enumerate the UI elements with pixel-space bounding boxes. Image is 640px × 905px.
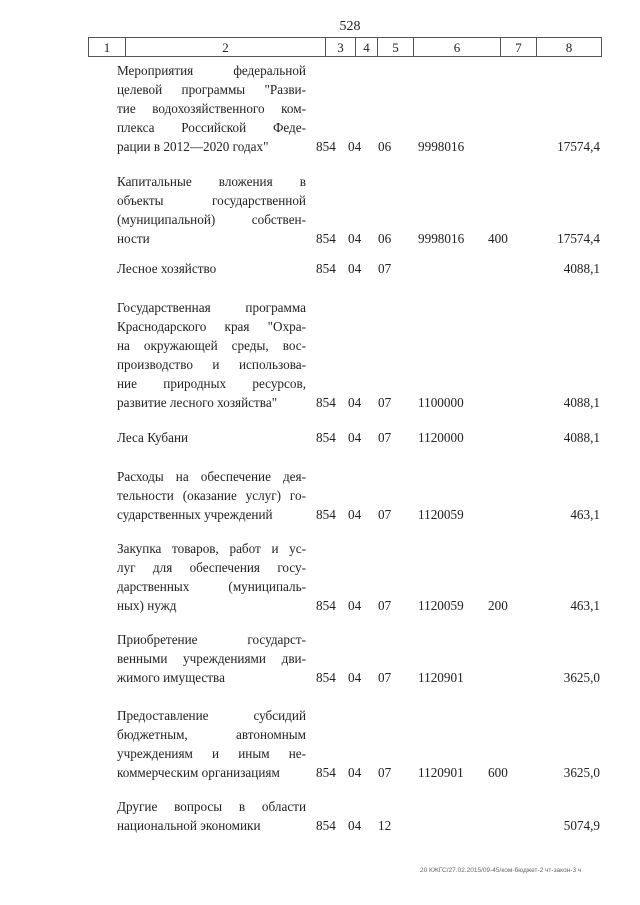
cell-c3: 854	[316, 598, 336, 613]
cell-c4: 04	[348, 395, 362, 410]
cell-c4: 04	[348, 507, 362, 522]
description-line: производство и использова-	[117, 357, 306, 372]
description-line: Расходы на обеспечение дея-	[117, 469, 306, 484]
header-col-3: 3	[325, 37, 355, 57]
cell-c3: 854	[316, 430, 336, 445]
header-col-4: 4	[355, 37, 377, 57]
cell-c5: 07	[378, 395, 392, 410]
row-description	[117, 428, 306, 447]
page-number: 528	[339, 19, 361, 34]
cell-c5: 07	[378, 430, 392, 445]
cell-c8: 4088,1	[563, 261, 600, 276]
table-row	[0, 467, 640, 524]
cell-c4: 04	[348, 139, 362, 154]
cell-c3: 854	[316, 765, 336, 780]
cell-c5: 07	[378, 598, 392, 613]
cell-c3: 854	[316, 818, 336, 833]
description-line: ние природных ресурсов,	[117, 376, 306, 391]
description-line: Мероприятия федеральной	[117, 63, 306, 78]
cell-c3: 854	[316, 139, 336, 154]
description-line: венными учреждениями дви-	[117, 651, 306, 666]
cell-c8: 3625,0	[563, 670, 600, 685]
cell-c6: 1120059	[418, 598, 464, 613]
table-row	[0, 259, 640, 278]
cell-c8: 463,1	[570, 507, 600, 522]
table-row	[0, 706, 640, 782]
row-description	[117, 467, 306, 524]
description-line: тие водохозяйственного ком-	[117, 101, 306, 116]
cell-c5: 07	[378, 670, 392, 685]
cell-c7: 600	[488, 765, 508, 780]
cell-c7: 200	[488, 598, 508, 613]
row-description	[117, 61, 306, 156]
row-description	[117, 630, 306, 687]
cell-c5: 06	[378, 231, 392, 246]
table-row	[0, 539, 640, 615]
cell-c3: 854	[316, 231, 336, 246]
cell-c8: 463,1	[570, 598, 600, 613]
description-line: тельности (оказание услуг) го-	[117, 488, 306, 503]
row-description	[117, 172, 306, 248]
cell-c6: 1120059	[418, 507, 464, 522]
cell-c4: 04	[348, 430, 362, 445]
cell-c5: 12	[378, 818, 392, 833]
description-line: учреждениям и иным не-	[117, 746, 306, 761]
description-line: Приобретение государст-	[117, 632, 306, 647]
cell-c8: 3625,0	[563, 765, 600, 780]
cell-c8: 4088,1	[563, 395, 600, 410]
description-line: жимого имущества	[117, 670, 225, 685]
cell-c3: 854	[316, 261, 336, 276]
table-header	[88, 37, 602, 59]
table-row	[0, 61, 640, 156]
cell-c6: 1120901	[418, 670, 464, 685]
description-line: ных) нужд	[117, 598, 177, 613]
description-line: на окружающей среды, вос-	[117, 338, 306, 353]
row-description	[117, 706, 306, 782]
table-row	[0, 428, 640, 447]
table-row	[0, 630, 640, 687]
description-line: развитие лесного хозяйства"	[117, 395, 278, 410]
cell-c3: 854	[316, 670, 336, 685]
row-description	[117, 298, 306, 412]
cell-c6: 9998016	[418, 231, 465, 246]
cell-c5: 06	[378, 139, 392, 154]
description-line: целевой программы "Разви-	[117, 82, 306, 97]
description-line: коммерческим организациям	[117, 765, 280, 780]
cell-c4: 04	[348, 670, 362, 685]
footer-file-reference: 20 КЖГС/27.02.2015/09-45/ком-бюджет-2 чт-закон-3 ч	[420, 867, 582, 874]
row-description	[117, 797, 306, 835]
description-line: бюджетным, автономным	[117, 727, 306, 742]
description-line: (муниципальной) собствен-	[117, 212, 306, 227]
description-line: сударственных учреждений	[117, 507, 273, 522]
cell-c7: 400	[488, 231, 508, 246]
cell-c5: 07	[378, 765, 392, 780]
cell-c6: 9998016	[418, 139, 465, 154]
cell-c6: 1100000	[418, 395, 464, 410]
description-line: Предоставление субсидий	[117, 708, 306, 723]
description-line: ности	[117, 231, 150, 246]
cell-c4: 04	[348, 261, 362, 276]
description-line: Леса Кубани	[117, 430, 189, 445]
description-line: национальной экономики	[117, 818, 261, 833]
description-line: Лесное хозяйство	[117, 261, 217, 276]
cell-c4: 04	[348, 598, 362, 613]
description-line: объекты государственной	[117, 193, 306, 208]
row-description	[117, 259, 306, 278]
cell-c3: 854	[316, 395, 336, 410]
cell-c4: 04	[348, 231, 362, 246]
header-col-6: 6	[413, 37, 500, 57]
description-line: Капитальные вложения в	[117, 174, 306, 189]
description-line: Закупка товаров, работ и ус-	[117, 541, 306, 556]
description-line: Краснодарского края "Охра-	[117, 319, 306, 334]
description-line: Государственная программа	[117, 300, 306, 315]
cell-c8: 4088,1	[563, 430, 600, 445]
table-row	[0, 298, 640, 412]
cell-c5: 07	[378, 261, 392, 276]
cell-c6: 1120901	[418, 765, 464, 780]
row-description	[117, 539, 306, 615]
cell-c3: 854	[316, 507, 336, 522]
cell-c8: 17574,4	[557, 231, 600, 246]
header-col-8: 8	[536, 37, 602, 57]
cell-c4: 04	[348, 765, 362, 780]
description-line: рации в 2012—2020 годах"	[117, 139, 269, 154]
cell-c8: 17574,4	[557, 139, 600, 154]
description-line: Другие вопросы в области	[117, 799, 306, 814]
header-col-1: 1	[88, 37, 125, 57]
cell-c6: 1120000	[418, 430, 464, 445]
cell-c8: 5074,9	[563, 818, 600, 833]
table-row	[0, 172, 640, 248]
description-line: луг для обеспечения госу-	[117, 560, 306, 575]
description-line: плекса Российской Феде-	[117, 120, 306, 135]
table-row	[0, 797, 640, 835]
cell-c5: 07	[378, 507, 392, 522]
header-col-2: 2	[125, 37, 325, 57]
description-line: дарственных (муниципаль-	[117, 579, 306, 594]
cell-c4: 04	[348, 818, 362, 833]
header-col-7: 7	[500, 37, 536, 57]
header-col-5: 5	[377, 37, 413, 57]
